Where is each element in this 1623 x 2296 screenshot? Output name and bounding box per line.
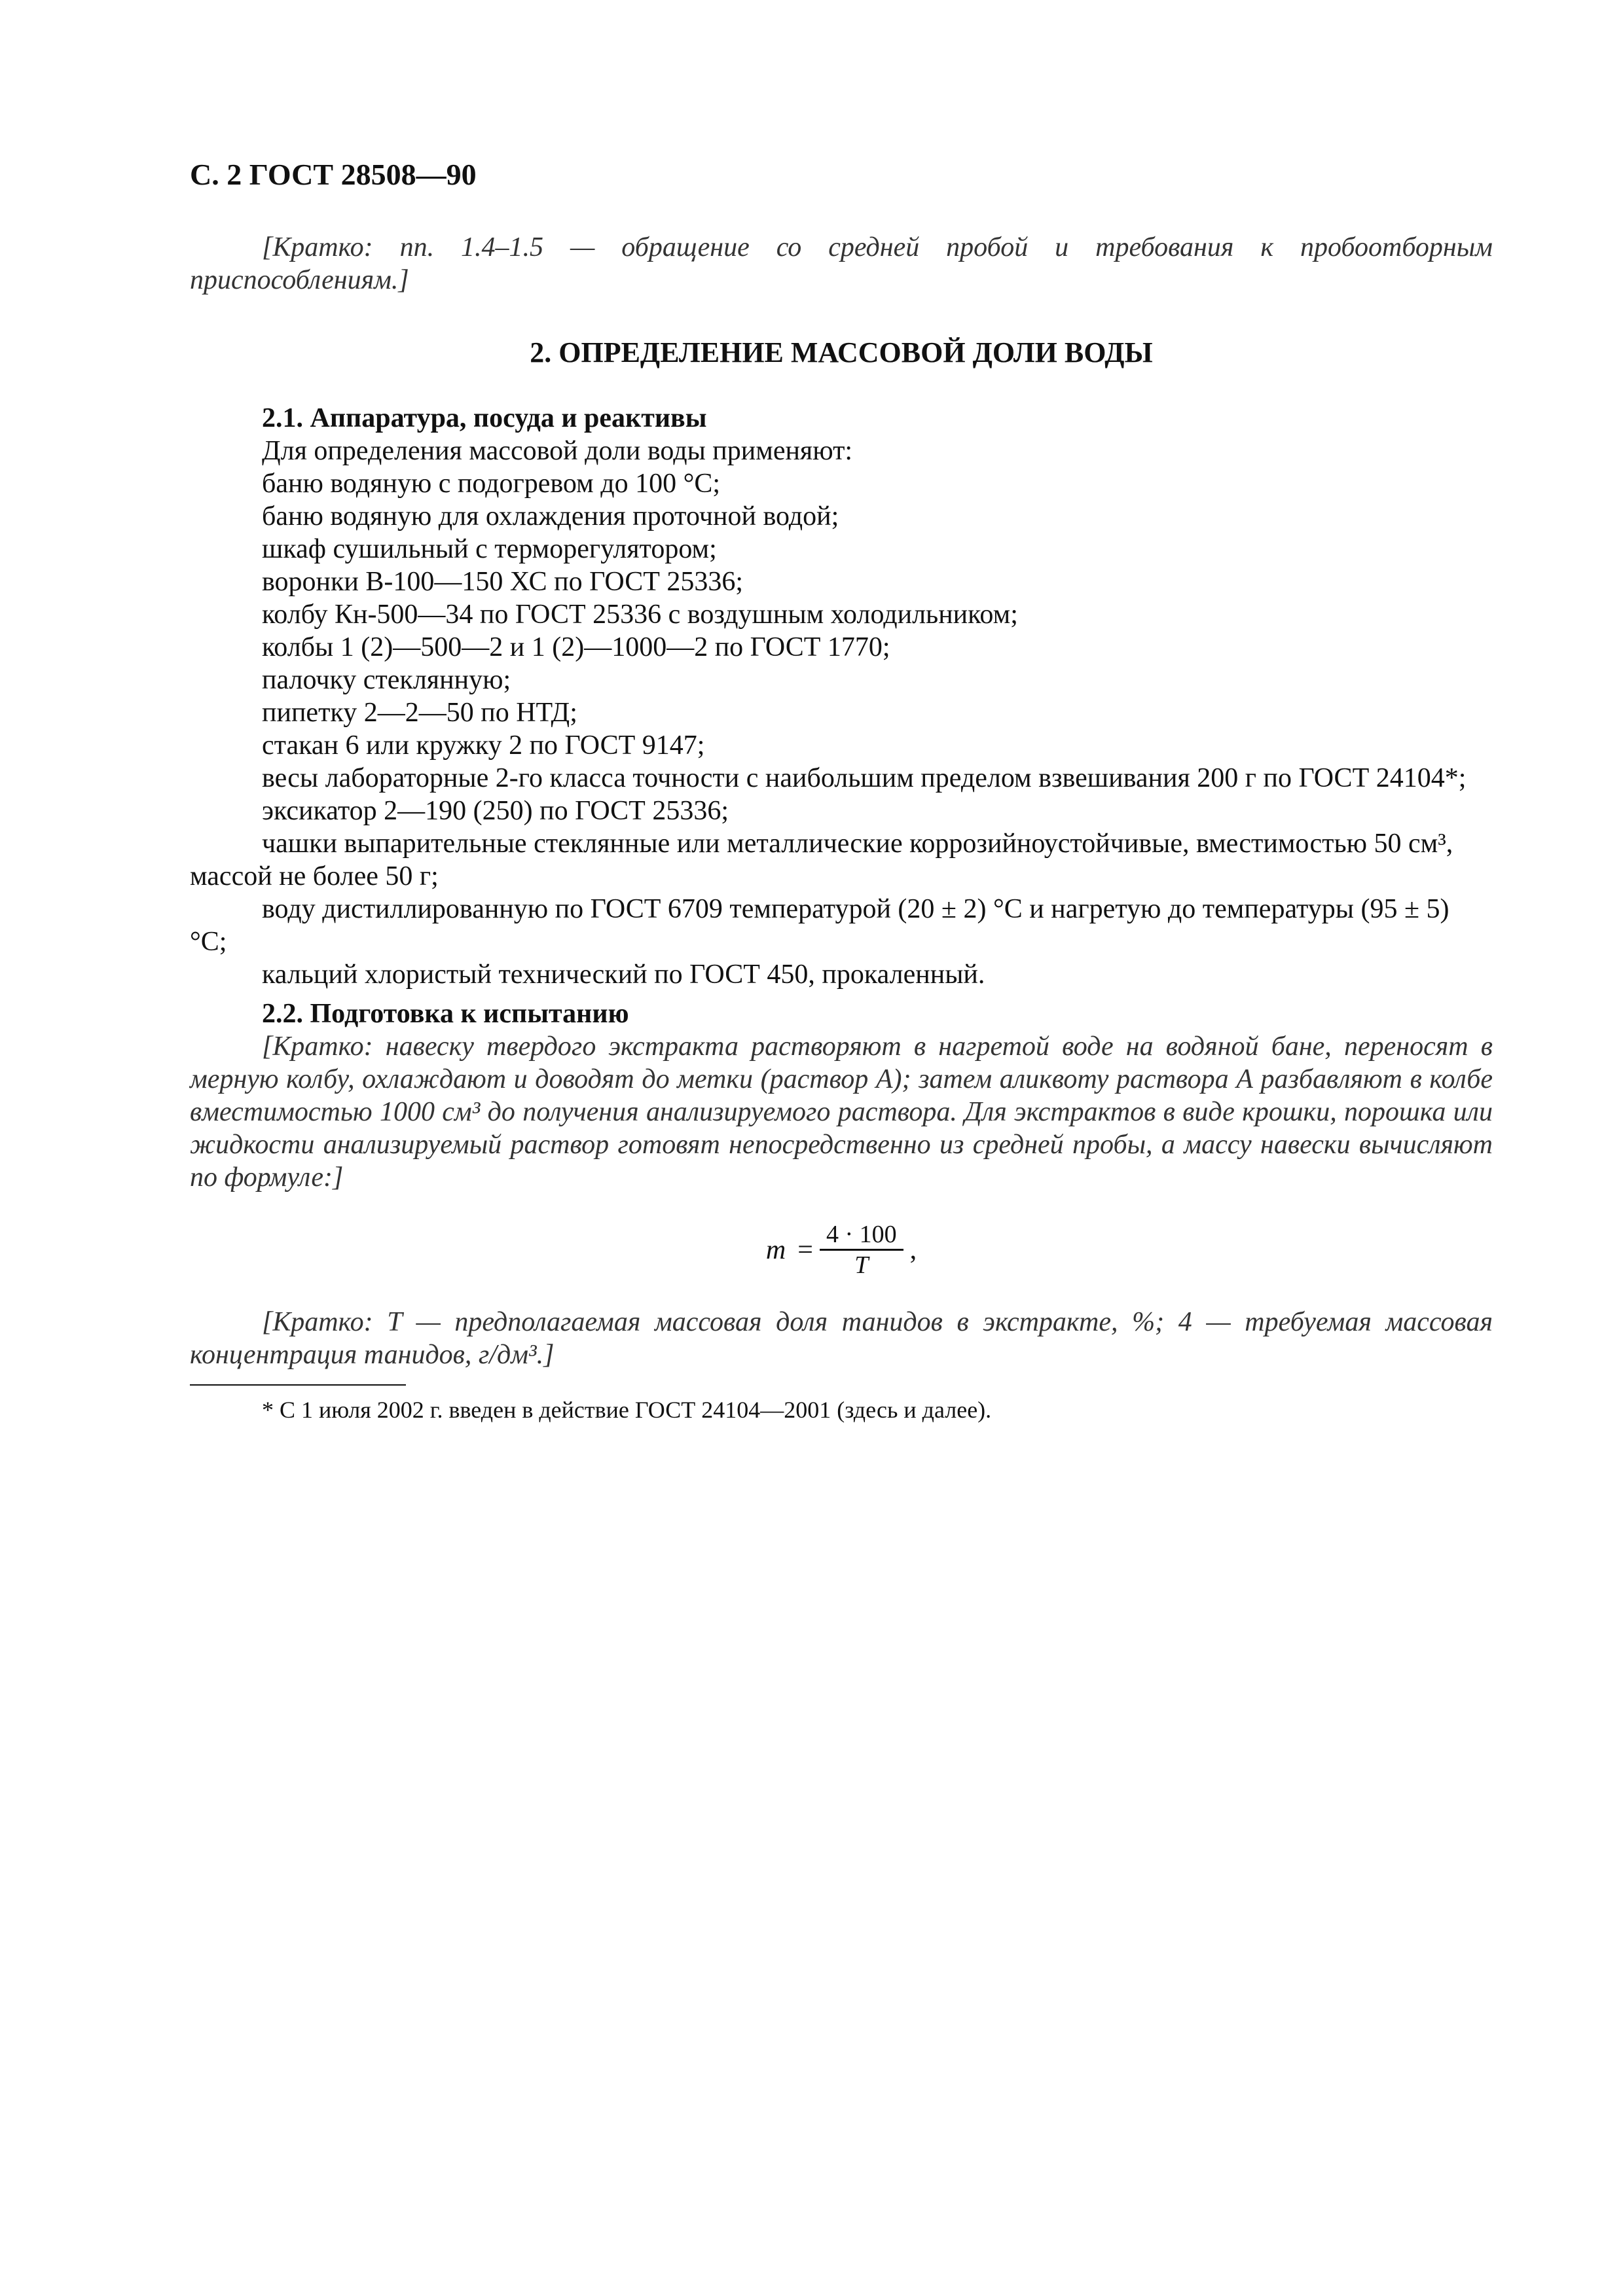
procedure-summary: [Кратко: навеску твердого экстракта растворяют в нагретой воде на водяной бане, переносят в мерную колбу, охлаждают и доводят до метки (раствор А); затем аликвоту раствора А разбавляют в колбе вместимостью 1000 см³ до получения анализируемого раствора. Для экстрактов в виде крошки, порошка или жидкости анализируемый раствор готовят непосредственно из средней пробы, а массу навески вычисляют по формуле:] (190, 1031, 1493, 1193)
equipment-item: стакан 6 или кружку 2 по ГОСТ 9147; (262, 730, 705, 761)
subsection-2-title: 2.2. Подготовка к испытанию (262, 999, 629, 1029)
equipment-item: воду дистиллированную по ГОСТ 6709 температурой (20 ± 2) °С и нагретую до температуры (95 ± 5) °С; (190, 894, 1450, 957)
running-head: С. 2 ГОСТ 28508—90 (190, 158, 477, 191)
formula-numerator: 4 · 100 (820, 1220, 903, 1251)
formula-denominator: T (854, 1251, 869, 1279)
formula-equals: = (797, 1234, 813, 1265)
equipment-item: баню водяную для охлаждения проточной водой; (262, 501, 839, 531)
equipment-item: пипетку 2—2—50 по НТД; (262, 698, 577, 728)
formula-trailing: , (909, 1234, 917, 1265)
equipment-item: колбы 1 (2)—500—2 и 1 (2)—1000—2 по ГОСТ 1770; (262, 632, 890, 662)
equipment-item: баню водяную с подогревом до 100 °С; (262, 469, 721, 499)
formula-variable: m (765, 1234, 786, 1265)
equipment-item: весы лабораторные 2-го класса точности с наибольшим пределом взвешивания 200 г по ГОСТ 24104*; (262, 763, 1467, 793)
equipment-item: чашки выпарительные стеклянные или металлические коррозийноустойчивые, вместимостью 50 см³, массой не более 50 г; (190, 829, 1453, 891)
equipment-item: колбу Кн-500—34 по ГОСТ 25336 с воздушным холодильником; (262, 600, 1018, 630)
equipment-item: шкаф сушильный с терморегулятором; (262, 534, 717, 564)
footnote: * С 1 июля 2002 г. введен в действие ГОСТ 24104—2001 (здесь и далее). (262, 1397, 992, 1423)
legend-summary: [Кратко: T — предполагаемая массовая доля танидов в экстракте, %; 4 — требуемая массовая концентрация танидов, г/дм³.] (190, 1307, 1493, 1370)
intro-summary: [Кратко: пп. 1.4–1.5 — обращение со средней пробой и требования к пробоотборным приспособлениям.] (190, 232, 1493, 295)
section-title: 2. ОПРЕДЕЛЕНИЕ МАССОВОЙ ДОЛИ ВОДЫ (530, 336, 1153, 368)
equipment-item: кальций хлористый технический по ГОСТ 450, прокаленный. (262, 960, 985, 990)
footnote-divider (190, 1384, 406, 1386)
subsection-1-lead: Для определения массовой доли воды применяют: (262, 436, 853, 466)
mass-formula (190, 1220, 1493, 1280)
equipment-item: палочку стеклянную; (262, 665, 511, 695)
equipment-item: воронки В-100—150 ХС по ГОСТ 25336; (262, 567, 744, 597)
document-page (190, 157, 1493, 1426)
subsection-1-title: 2.1. Аппаратура, посуда и реактивы (262, 403, 707, 433)
equipment-list (190, 467, 1493, 991)
formula-fraction (820, 1220, 903, 1280)
equipment-item: эксикатор 2—190 (250) по ГОСТ 25336; (262, 796, 729, 826)
